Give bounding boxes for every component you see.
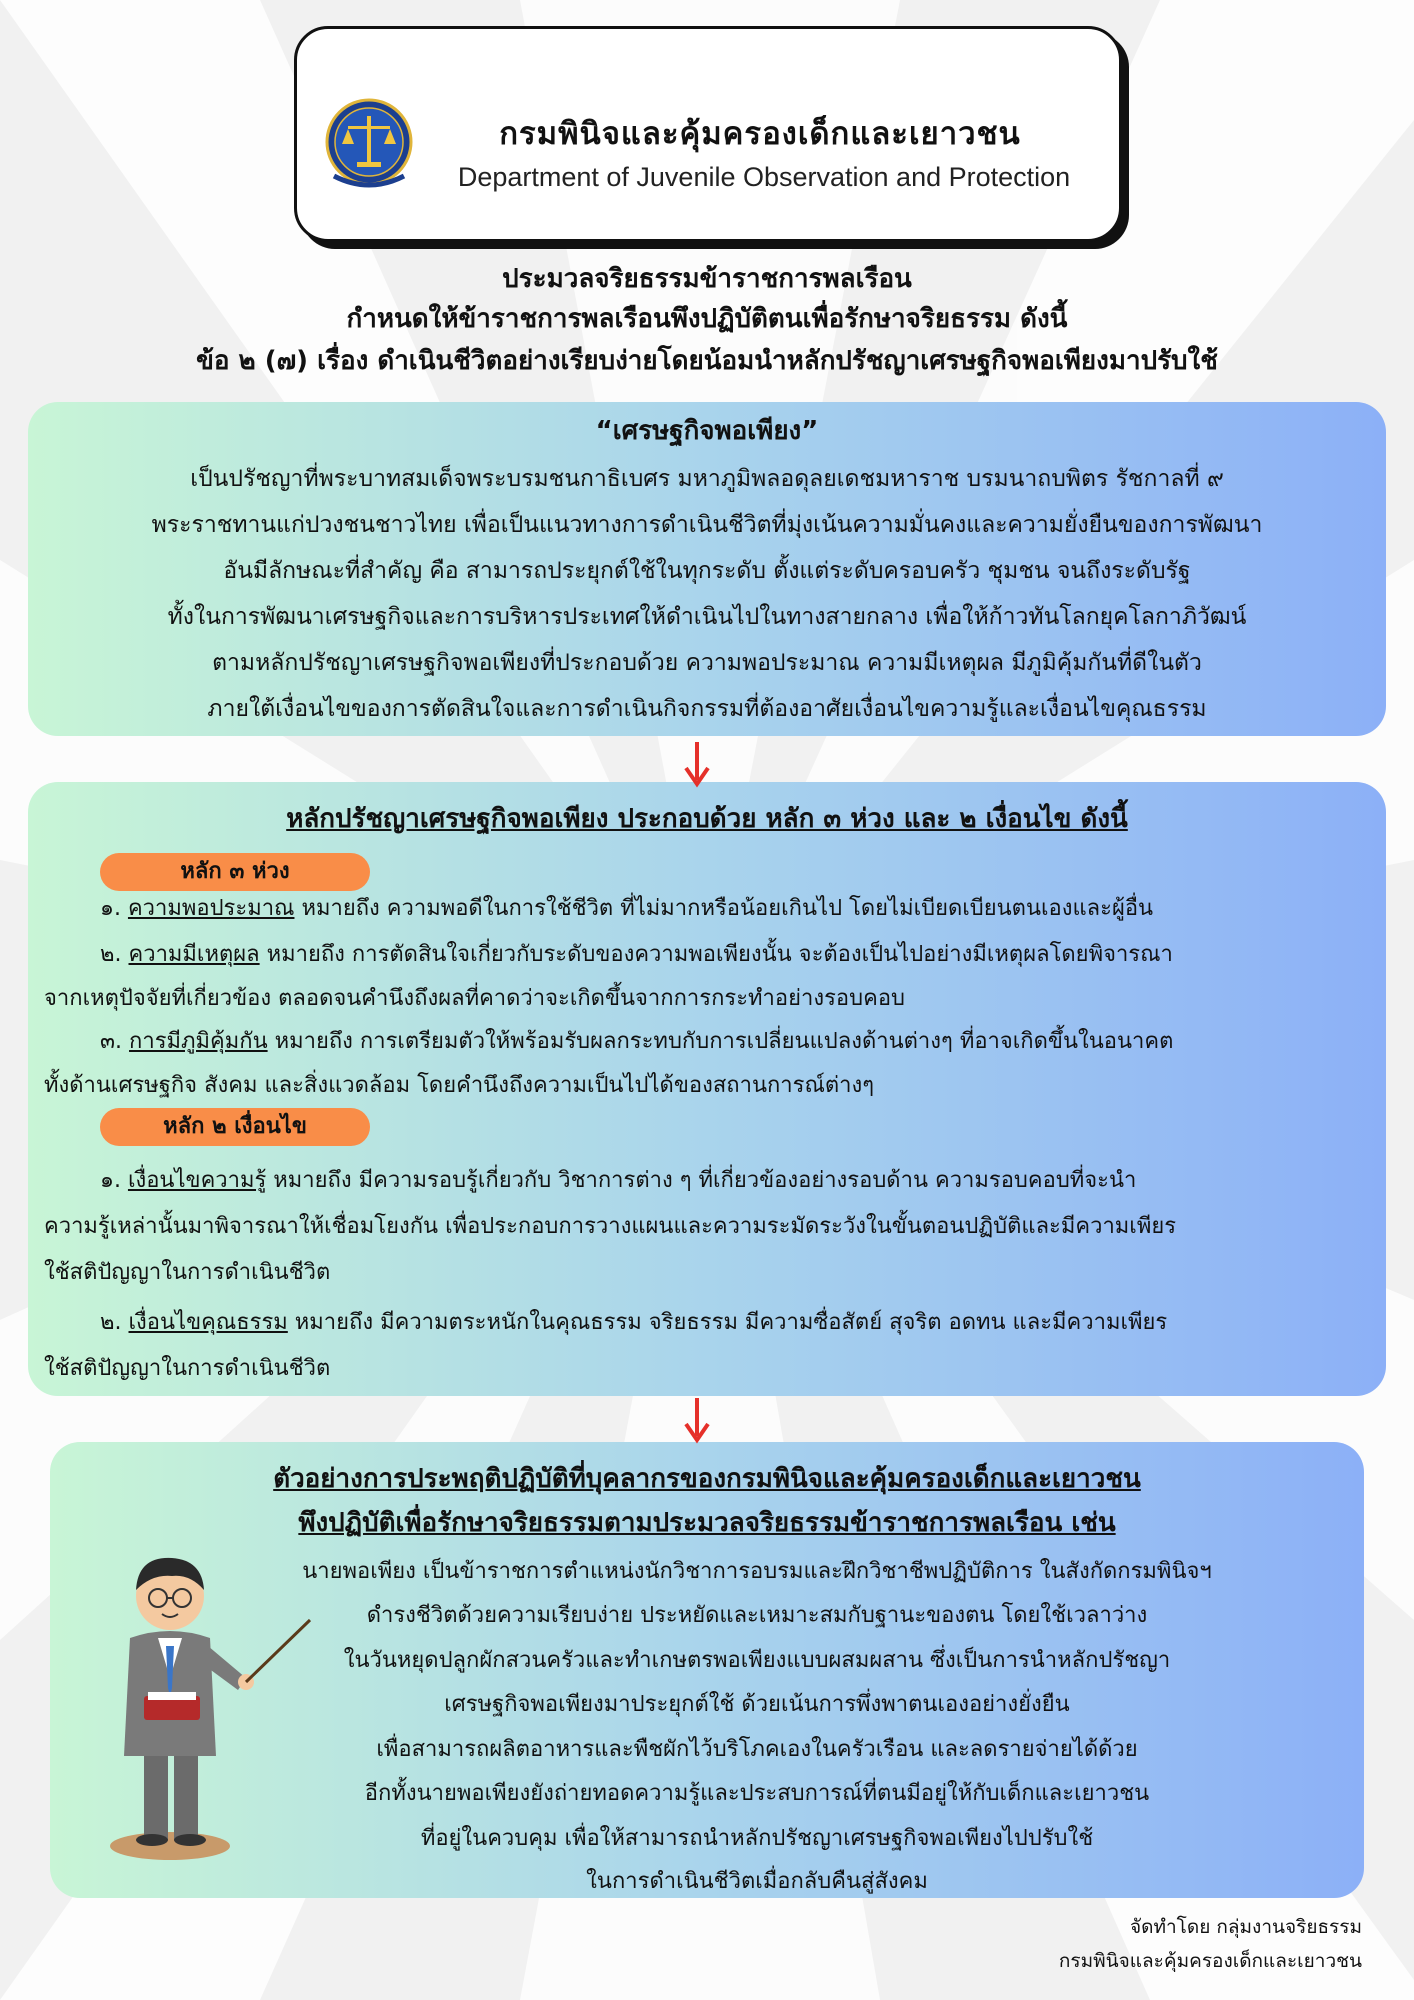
example-line: อีกทั้งนายพอเพียงยังถ่ายทอดความรู้และประสบการณ์ที่ตนมีอยู่ให้กับเด็กและเยาวชน xyxy=(364,1781,1150,1806)
example-line: ในการดำเนินชีวิตเมื่อกลับคืนสู่สังคม xyxy=(586,1869,928,1894)
principle-item-3: ๓. การมีภูมิคุ้มกัน หมายถึง การเตรียมตัวให้พร้อมรับผลกระทบกับการเปลี่ยนแปลงด้านต่างๆ ที่อาจเกิดขึ้นในอนาคต xyxy=(100,1029,1174,1054)
credit-line-1: จัดทำโดย กลุ่มงานจริยธรรม xyxy=(1130,1916,1362,1938)
teacher-illustration-icon xyxy=(60,1528,320,1868)
example-line: เพื่อสามารถผลิตอาหารและพืชผักไว้บริโภคเองในครัวเรือน และลดรายจ่ายได้ด้วย xyxy=(376,1737,1138,1762)
down-arrow-icon xyxy=(683,740,711,788)
example-line: เศรษฐกิจพอเพียงมาประยุกต์ใช้ ด้วยเน้นการพึ่งพาตนเองอย่างยั่งยืน xyxy=(444,1692,1070,1717)
example-title-2: พึงปฏิบัติเพื่อรักษาจริยธรรมตามประมวลจริยธรรมข้าราชการพลเรือน เช่น xyxy=(298,1508,1116,1538)
regulation-line-2: กำหนดให้ข้าราชการพลเรือนพึงปฏิบัติตนเพื่อรักษาจริยธรรม ดังนี้ xyxy=(346,304,1068,334)
principle-item-1: ๑. ความพอประมาณ หมายถึง ความพอดีในการใช้ชีวิต ที่ไม่มากหรือน้อยเกินไป โดยไม่เบียดเบียนตนเองและผู้อื่น xyxy=(100,896,1154,921)
department-seal-icon xyxy=(324,96,414,192)
principle-item-3-cont: ทั้งด้านเศรษฐกิจ สังคม และสิ่งแวดล้อม โดยคำนึงถึงความเป็นไปได้ของสถานการณ์ต่างๆ xyxy=(44,1073,875,1098)
down-arrow-icon xyxy=(683,1396,711,1444)
principles-title: หลักปรัชญาเศรษฐกิจพอเพียง ประกอบด้วย หลัก ๓ ห่วง และ ๒ เงื่อนไข ดังนี้ xyxy=(286,804,1128,834)
two-conditions-pill: หลัก ๒ เงื่อนไข xyxy=(100,1108,370,1146)
org-name-thai: กรมพินิจและคุ้มครองเด็กและเยาวชน xyxy=(499,116,1021,152)
three-rings-pill: หลัก ๓ ห่วง xyxy=(100,853,370,891)
credit-line-2: กรมพินิจและคุ้มครองเด็กและเยาวชน xyxy=(1058,1950,1362,1972)
intro-line: พระราชทานแก่ปวงชนชาวไทย เพื่อเป็นแนวทางการดำเนินชีวิตที่มุ่งเน้นความมั่นคงและความยั่งยืนของการพัฒนา xyxy=(151,512,1263,538)
intro-line: ภายใต้เงื่อนไขของการตัดสินใจและการดำเนินกิจกรรมที่ต้องอาศัยเงื่อนไขความรู้และเงื่อนไขคุณธรรม xyxy=(207,696,1207,722)
example-line: นายพอเพียง เป็นข้าราชการตำแหน่งนักวิชาการอบรมและฝึกวิชาชีพปฏิบัติการ ในสังกัดกรมพินิจฯ xyxy=(302,1559,1212,1584)
condition-item-2: ๒. เงื่อนไขคุณธรรม หมายถึง มีความตระหนักในคุณธรรม จริยธรรม มีความซื่อสัตย์ สุจริต อดทน และมีความเพียร xyxy=(100,1310,1168,1335)
intro-title: “เศรษฐกิจพอเพียง” xyxy=(595,416,819,446)
example-title-1: ตัวอย่างการประพฤติปฏิบัติที่บุคลากรของกรมพินิจและคุ้มครองเด็กและเยาวชน xyxy=(273,1464,1141,1494)
principle-item-2: ๒. ความมีเหตุผล หมายถึง การตัดสินใจเกี่ยวกับระดับของความพอเพียงนั้น จะต้องเป็นไปอย่างมีเหตุผลโดยพิจารณา xyxy=(100,942,1173,967)
regulation-line-1: ประมวลจริยธรรมข้าราชการพลเรือน xyxy=(502,264,912,294)
example-line: ที่อยู่ในควบคุม เพื่อให้สามารถนำหลักปรัชญาเศรษฐกิจพอเพียงไปปรับใช้ xyxy=(420,1826,1094,1851)
condition-item-1-cont: ความรู้เหล่านั้นมาพิจารณาให้เชื่อมโยงกัน เพื่อประกอบการวางแผนและความระมัดระวังในขั้นตอนปฏิบัติและมีความเพียร xyxy=(44,1214,1177,1239)
regulation-line-3: ข้อ ๒ (๗) เรื่อง ดำเนินชีวิตอย่างเรียบง่ายโดยน้อมนำหลักปรัชญาเศรษฐกิจพอเพียงมาปรับใช้ xyxy=(196,346,1218,376)
intro-line: ทั้งในการพัฒนาเศรษฐกิจและการบริหารประเทศให้ดำเนินไปในทางสายกลาง เพื่อให้ก้าวทันโลกยุคโลกาภิวัฒน์ xyxy=(167,604,1247,630)
condition-item-1-cont: ใช้สติปัญญาในการดำเนินชีวิต xyxy=(44,1260,331,1285)
example-line: ดำรงชีวิตด้วยความเรียบง่าย ประหยัดและเหมาะสมกับฐานะของตน โดยใช้เวลาว่าง xyxy=(366,1603,1148,1628)
intro-line: ตามหลักปรัชญาเศรษฐกิจพอเพียงที่ประกอบด้วย ความพอประมาณ ความมีเหตุผล มีภูมิคุ้มกันที่ดีในตัว xyxy=(212,650,1202,676)
example-line: ในวันหยุดปลูกผักสวนครัวและทำเกษตรพอเพียงแบบผสมผสาน ซึ่งเป็นการนำหลักปรัชญา xyxy=(343,1648,1171,1673)
condition-item-1: ๑. เงื่อนไขความรู้ หมายถึง มีความรอบรู้เกี่ยวกับ วิชาการต่าง ๆ ที่เกี่ยวข้องอย่างรอบด้าน ความรอบคอบที่จะนำ xyxy=(100,1168,1137,1193)
principle-item-2-cont: จากเหตุปัจจัยที่เกี่ยวข้อง ตลอดจนคำนึงถึงผลที่คาดว่าจะเกิดขึ้นจากการกระทำอย่างรอบคอบ xyxy=(44,986,905,1011)
intro-line: เป็นปรัชญาที่พระบาทสมเด็จพระบรมชนกาธิเบศร มหาภูมิพลอดุลยเดชมหาราช บรมนาถบพิตร รัชกาลที่ ๙ xyxy=(190,466,1224,492)
intro-line: อันมีลักษณะที่สำคัญ คือ สามารถประยุกต์ใช้ในทุกระดับ ตั้งแต่ระดับครอบครัว ชุมชน จนถึงระดับรัฐ xyxy=(223,558,1191,584)
condition-item-2-cont: ใช้สติปัญญาในการดำเนินชีวิต xyxy=(44,1356,331,1381)
org-name-english: Department of Juvenile Observation and Protection xyxy=(457,162,1071,192)
